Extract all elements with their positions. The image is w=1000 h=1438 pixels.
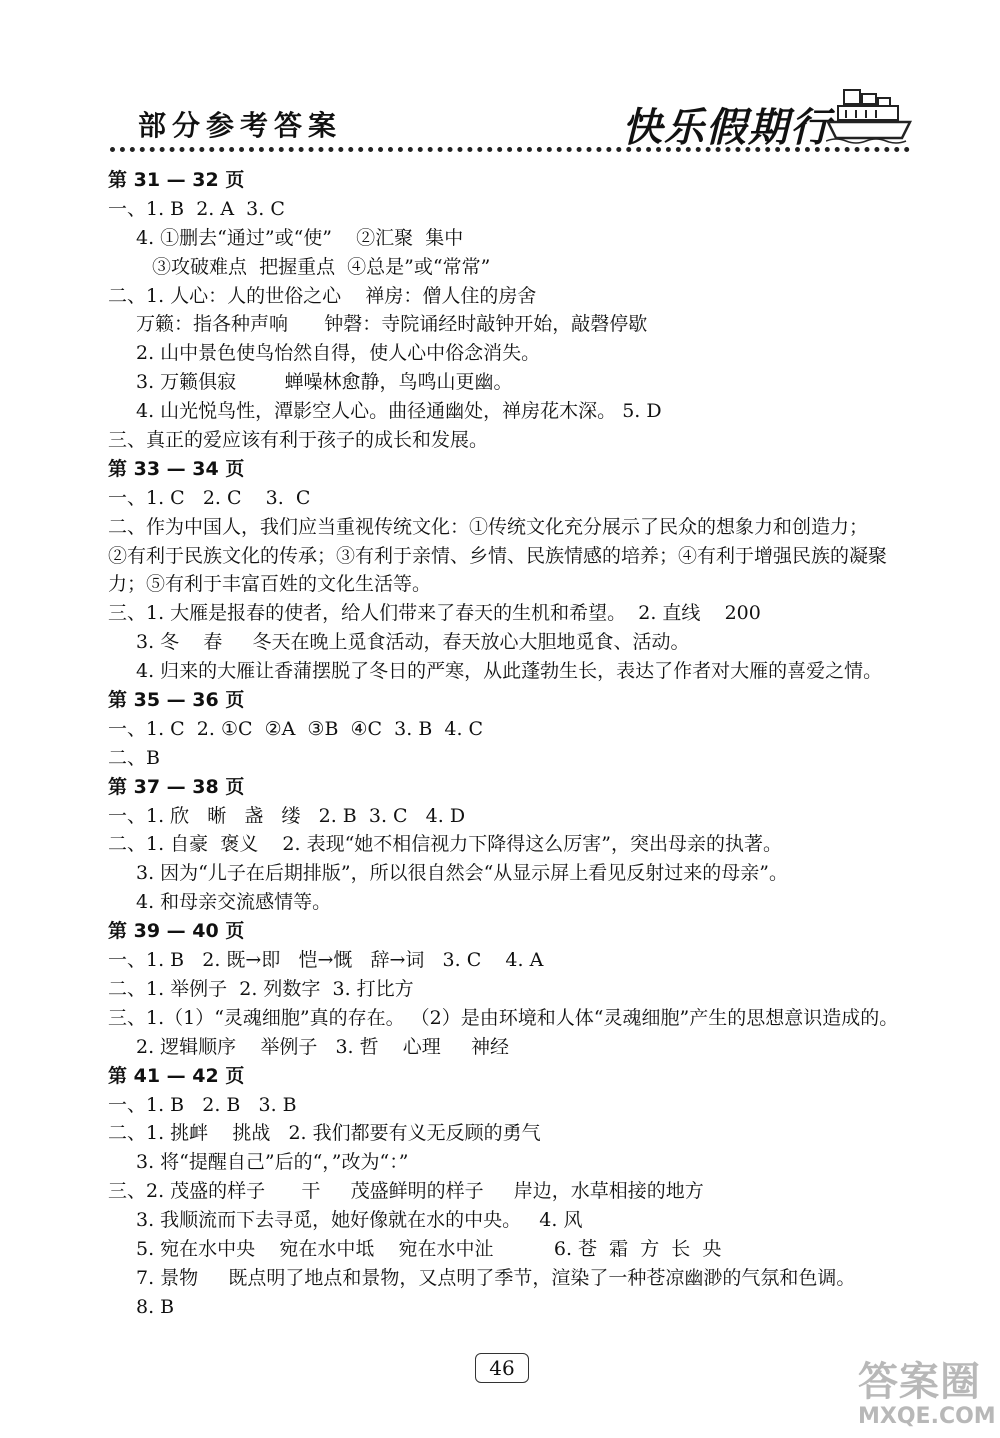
answer-line: 7. 景物 既点明了地点和景物，又点明了季节，渲染了一种苍凉幽渺的气氛和色调。 — [136, 1266, 856, 1289]
answer-line: 一、1. C 2. ①C ②A ③B ④C 3. B 4. C — [108, 717, 484, 740]
answer-line: 二、1. 挑衅 挑战 2. 我们都要有义无反顾的勇气 — [108, 1122, 541, 1145]
answer-line: 4. 山光悦鸟性，潭影空人心。曲径通幽处，禅房花木深。 5. D — [136, 400, 662, 423]
answer-line: 3. 将“提醒自己”后的“，”改为“：” — [136, 1151, 409, 1174]
watermark-text: 答案圈 — [858, 1359, 981, 1405]
answer-line: 4. ①删去“通过”或“使” ②汇聚 集中 — [136, 226, 464, 249]
section-heading: 第 35 — 36 页 — [108, 689, 245, 712]
answer-line: 3. 我顺流而下去寻觅，她好像就在水的中央。 4. 风 — [136, 1209, 583, 1232]
page-number: 46 — [475, 1353, 529, 1383]
answer-line: 3. 因为“儿子在后期排版”，所以很自然会“从显示屏上看见反射过来的母亲”。 — [136, 862, 789, 885]
section-heading: 第 37 — 38 页 — [108, 775, 245, 798]
answer-line: 3. 万籁俱寂 蝉噪林愈静，鸟鸣山更幽。 — [136, 371, 513, 394]
ship-icon — [826, 88, 912, 144]
answer-content — [108, 166, 928, 1322]
section-heading: 第 33 — 34 页 — [108, 457, 245, 480]
section-heading: 第 41 — 42 页 — [108, 1064, 245, 1087]
header-divider — [110, 147, 910, 152]
answer-line: 二、作为中国人，我们应当重视传统文化：①传统文化充分展示了民众的想象力和创造力； — [108, 515, 869, 538]
section-heading: 第 39 — 40 页 — [108, 920, 245, 943]
answer-line: 一、1. B 2. 既→即 恺→慨 辞→词 3. C 4. A — [108, 949, 544, 972]
answer-line: 3. 冬 春 冬天在晚上觅食活动，春天放心大胆地觅食、活动。 — [136, 631, 690, 654]
answer-line: 一、1. B 2. A 3. C — [108, 197, 285, 220]
answer-line: 一、1. B 2. B 3. B — [108, 1093, 297, 1116]
header-left-title: 部分参考答案 — [138, 109, 343, 142]
answer-line: 2. 逻辑顺序 举例子 3. 哲 心理 神经 — [136, 1035, 509, 1058]
answer-line: 8. B — [136, 1295, 175, 1318]
answer-line: 4. 和母亲交流感情等。 — [136, 891, 332, 914]
answer-line: 二、1. 人心：人的世俗之心 禅房：僧人住的房舍 — [108, 284, 537, 307]
watermark-logo — [858, 1360, 998, 1436]
section-heading: 第 31 — 32 页 — [108, 169, 245, 191]
answer-line: 4. 归来的大雁让香蒲摆脱了冬日的严寒，从此蓬勃生长，表达了作者对大雁的喜爱之情。 — [136, 660, 883, 683]
answer-line: 二、1. 自豪 褒义 2. 表现“她不相信视力下降得这么厉害”，突出母亲的执著。 — [108, 833, 783, 856]
answer-line: ②有利于民族文化的传承；③有利于亲情、乡情、民族情感的培养；④有利于增强民族的凝聚 — [108, 544, 888, 567]
answer-line: 2. 山中景色使鸟怡然自得，使人心中俗念消失。 — [136, 342, 541, 365]
answer-line: 三、真正的爱应该有利于孩子的成长和发展。 — [108, 429, 489, 452]
header-right-title: 快乐假期行 — [622, 105, 832, 151]
answer-line: 三、2. 茂盛的样子 干 茂盛鲜明的样子 岸边，水草相接的地方 — [108, 1180, 704, 1203]
answer-line: 二、B — [108, 746, 160, 769]
answer-line: 万籁：指各种声响 钟磬：寺院诵经时敲钟开始，敲磬停歇 — [136, 313, 648, 336]
page-header — [0, 0, 1000, 160]
answer-line: 三、1.（1）“灵魂细胞”真的存在。 （2）是由环境和人体“灵魂细胞”产生的思想意识造成的。 — [108, 1006, 899, 1029]
watermark-url: MXQE.COM — [858, 1404, 996, 1429]
answer-line: 一、1. C 2. C 3. C — [108, 486, 311, 509]
answer-line: 力；⑤有利于丰富百姓的文化生活等。 — [108, 573, 432, 596]
answer-line: 二、1. 举例子 2. 列数字 3. 打比方 — [108, 977, 414, 1000]
answer-line: 三、1. 大雁是报春的使者，给人们带来了春天的生机和希望。 2. 直线 200 — [108, 602, 761, 625]
answer-line: 5. 宛在水中央 宛在水中坻 宛在水中沚 6. 苍 霜 方 长 央 — [136, 1237, 722, 1260]
answer-line: ③攻破难点 把握重点 ④总是”或“常常” — [152, 255, 491, 278]
answer-line: 一、1. 欣 晰 盏 缕 2. B 3. C 4. D — [108, 804, 466, 827]
